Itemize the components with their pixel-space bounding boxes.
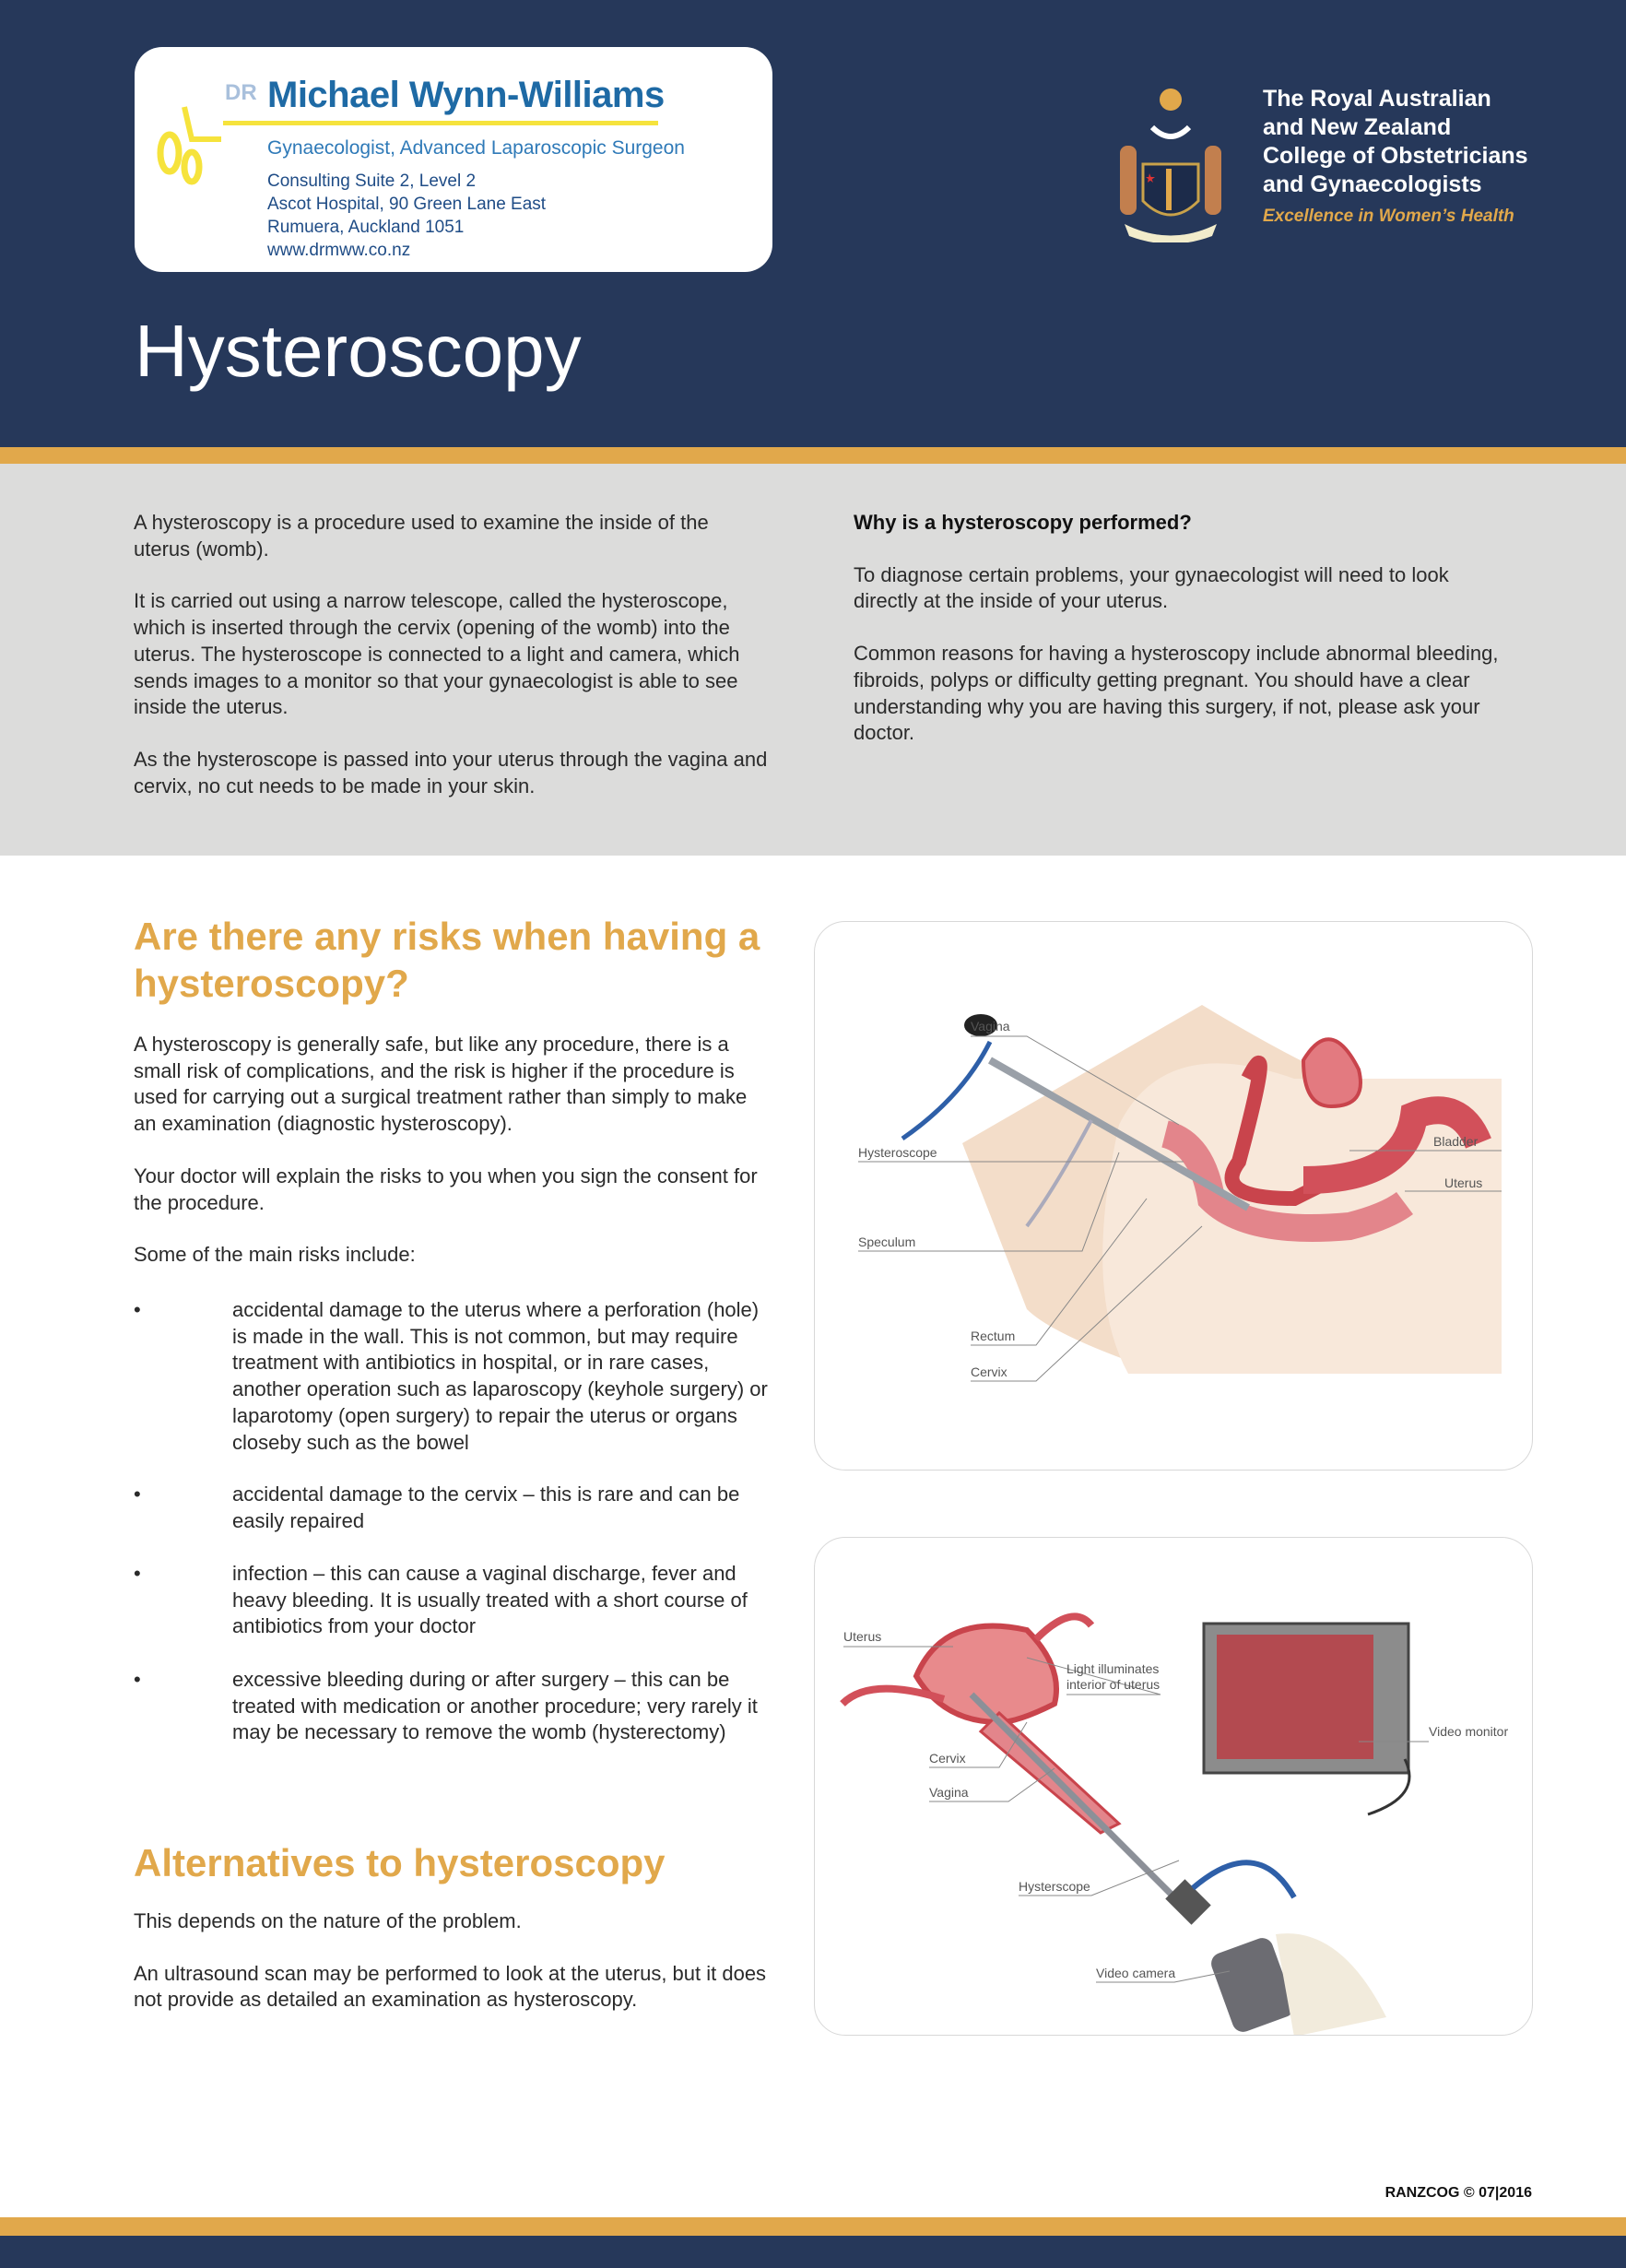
alternatives-text	[134, 1908, 772, 2014]
intro-paragraph: A hysteroscopy is a procedure used to examine the inside of the uterus (womb).	[134, 511, 709, 561]
gold-divider	[0, 447, 1626, 464]
footer-copyright: RANZCOG © 07|2016	[1384, 2185, 1532, 2201]
website-link[interactable]: www.drmww.co.nz	[267, 241, 411, 260]
label-speculum: Speculum	[858, 1234, 916, 1249]
risks-paragraph: A hysteroscopy is generally safe, but like any procedure, there is a small risk of complications, and the risk is higher if the procedure is used for carrying out a surgical treatment rather than simply to make an examination (diagnostic hysteroscopy).	[134, 1033, 748, 1136]
label-light: interior of uterus	[1066, 1677, 1161, 1692]
label-uterus: Uterus	[843, 1629, 882, 1644]
college-line: The Royal Australian	[1263, 86, 1491, 112]
why-heading: Why is a hysteroscopy performed?	[854, 511, 1192, 534]
list-item-text: accidental damage to the cervix – this is rare and can be easily repaired	[232, 1482, 740, 1532]
intro-left	[134, 510, 770, 799]
risks-paragraph: Your doctor will explain the risks to you when you sign the consent for the procedure.	[134, 1164, 758, 1214]
address	[267, 170, 546, 262]
why-paragraph: To diagnose certain problems, your gynaecologist will need to look directly at the inside of your uterus.	[854, 562, 1449, 613]
bullet: •	[134, 1298, 141, 1321]
list-item-text: accidental damage to the uterus where a perforation (hole) is made in the wall. This is not common, but may require treatment with antibiotics in hospital, or in rare cases, another operation such as laparoscopy (keyhole surgery) or laparotomy (open surgery) to repair the uterus or organs closeby such as the bowel	[232, 1298, 768, 1454]
logo-underline	[223, 121, 658, 125]
label-video-camera: Video camera	[1096, 1966, 1176, 1980]
list-item	[0, 1482, 830, 1561]
risks-paragraph: Some of the main risks include:	[134, 1243, 416, 1267]
doctor-name: Michael Wynn-Williams	[267, 75, 665, 115]
label-bladder: Bladder	[1433, 1134, 1479, 1149]
doctor-logo-card	[135, 47, 772, 272]
hysteroscopy-setup-illustration	[815, 1538, 1533, 2036]
label-vagina: Vagina	[929, 1785, 969, 1800]
figure-speculum-hysteroscope	[814, 921, 1533, 1471]
list-item	[0, 1561, 830, 1667]
footer-gold-bar	[0, 2217, 1626, 2236]
college-line: and Gynaecologists	[1263, 171, 1482, 197]
page-title: Hysteroscopy	[135, 310, 582, 392]
footer-navy-bar	[0, 2236, 1626, 2268]
college-line: and New Zealand	[1263, 114, 1452, 140]
address-line: Consulting Suite 2, Level 2	[267, 171, 477, 191]
college-name	[1263, 85, 1528, 227]
list-item	[0, 1667, 830, 1773]
label-cervix: Cervix	[971, 1364, 1007, 1379]
intro-right	[854, 510, 1499, 747]
risks-list	[0, 1297, 830, 1773]
address-line: Ascot Hospital, 90 Green Lane East	[267, 195, 547, 214]
list-item-text: infection – this can cause a vaginal discharge, fever and heavy bleeding. It is usually treated with a short course of antibiotics from your doctor	[232, 1562, 748, 1638]
college-crest-icon	[1111, 81, 1231, 242]
list-item	[0, 1297, 830, 1482]
alternatives-paragraph: This depends on the nature of the problem.	[134, 1909, 522, 1932]
label-hysteroscope: Hysteroscope	[858, 1145, 937, 1160]
college-tagline: Excellence in Women’s Health	[1263, 207, 1514, 226]
label-hysterscope: Hysterscope	[1019, 1879, 1090, 1894]
bullet: •	[134, 1482, 141, 1506]
figure-video-hysteroscopy	[814, 1537, 1533, 2036]
bullet: •	[134, 1562, 141, 1585]
risks-intro	[134, 1032, 772, 1269]
doctor-subtitle: Gynaecologist, Advanced Laparoscopic Surgeon	[267, 137, 685, 159]
label-video-monitor: Video monitor	[1429, 1724, 1509, 1739]
address-line: Rumuera, Auckland 1051	[267, 218, 465, 237]
college-line: College of Obstetricians	[1263, 143, 1528, 169]
alternatives-heading: Alternatives to hysteroscopy	[134, 1841, 666, 1884]
label-uterus: Uterus	[1444, 1175, 1483, 1190]
bullet: •	[134, 1668, 141, 1691]
why-paragraph: Common reasons for having a hysteroscopy include abnormal bleeding, fibroids, polyps or difficulty getting pregnant. You should have a clear understanding why you are having this surgery, if not, please ask your doctor.	[854, 642, 1499, 745]
risks-heading: Are there any risks when having a hysteroscopy?	[134, 915, 760, 1005]
alternatives-paragraph: An ultrasound scan may be performed to look at the uterus, but it does not provide as detailed an examination as hysteroscopy.	[134, 1961, 767, 2012]
label-rectum: Rectum	[971, 1329, 1016, 1343]
scissors-logo-icon	[157, 102, 221, 185]
intro-paragraph: As the hysteroscope is passed into your uterus through the vagina and cervix, no cut needs to be made in your skin.	[134, 747, 768, 797]
logo-prefix: DR	[225, 80, 257, 105]
label-cervix: Cervix	[929, 1751, 966, 1766]
label-vagina: Vagina	[971, 1019, 1010, 1034]
anatomy-illustration	[815, 922, 1533, 1471]
intro-paragraph: It is carried out using a narrow telescope, called the hysteroscope, which is inserted through the cervix (opening of the womb) into the uterus. The hysteroscope is connected to a light and camera, which sends images to a monitor so that your gynaecologist is able to see inside the uterus.	[134, 589, 740, 719]
label-light: Light illuminates	[1066, 1661, 1160, 1676]
list-item-text: excessive bleeding during or after surgery – this can be treated with medication or another procedure; very rarely it may be necessary to remove the womb (hysterectomy)	[232, 1668, 758, 1744]
